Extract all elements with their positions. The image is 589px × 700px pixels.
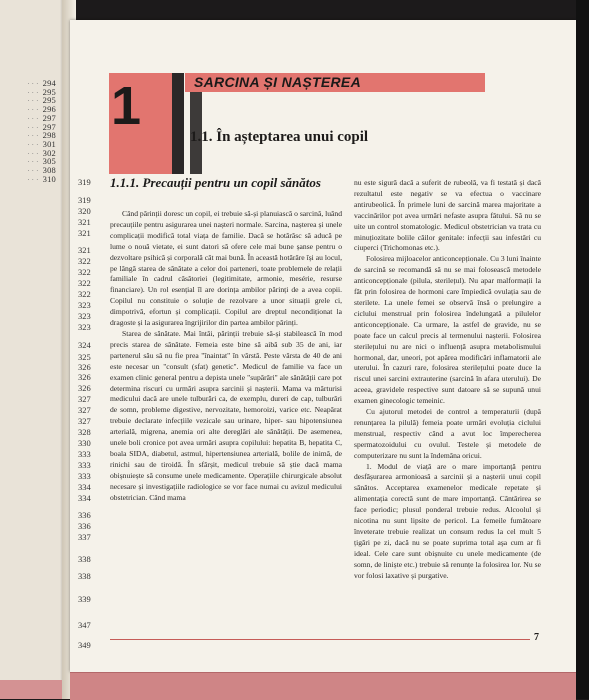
paragraph: Folosirea mijloacelor anticoncepționale. Cu 3 luni înainte de sarcină se recomandă să nu se mai folosească metodele anticoncepționale (pilula, sterilețul). Nu apar malformații la făt prin folosirea de hormoni care împiedică ovulația sau de sterilete. La unele femei se observă însă o prelungire a ciclului menstrual prin folosirea îndelungată a pilulelor anticoncepționale. Ca urmare, la astfel de gravide, nu se poate face un calcul precis al termenului nașterii. Folosirea sterilețului nu are nici o influență asupra metabolismului hormonal, dar, uneori, pot apărea modificări inflamatorii ale uterului. În cazuri rare, folosirea sterilețului poate duce la riscul unei sarcini extrauterine (sarcină în afara uterului). De aceea, gravidele respective sunt datoare să se supună unui examen ginecologic temeinic. [354,254,541,406]
margin-index-number: 322 [78,267,91,277]
facing-page-number: · · · 310 [27,174,56,184]
facing-page-number: · · · 297 [27,113,56,123]
facing-page-number: · · · 295 [27,95,56,105]
cover-edge-left [0,680,70,699]
right-text-column [354,178,541,582]
margin-index-number: 330 [78,438,91,448]
paragraph: Cu ajutorul metodei de control a temperaturii (după renunțarea la pilulă) femeia poate urmări evoluția ciclului menstrual, respectiv când a avut loc împerecherea spermatozoidului cu ovulul. Testele și metodele de computerizare nu sunt la îndemâna oricui. [354,407,541,460]
book-page [70,20,576,672]
margin-index-number: 327 [78,416,91,426]
margin-index-number: 321 [78,217,91,227]
margin-index-number: 333 [78,460,91,470]
margin-index-number: 323 [78,322,91,332]
footer-rule [110,639,530,640]
section-title: 1.1. În așteptarea unui copil [190,129,369,145]
margin-index-number: 321 [78,245,91,255]
facing-page-number: · · · 302 [27,148,56,158]
margin-index-number: 319 [78,177,91,187]
facing-page-number: · · · 301 [27,139,56,149]
margin-index-number: 334 [78,493,91,503]
margin-index-number: 322 [78,289,91,299]
chapter-title: SARCINA ȘI NAȘTEREA [194,74,361,90]
margin-index-number: 338 [78,571,91,581]
margin-index-number: 323 [78,311,91,321]
margin-index-number: 336 [78,510,91,520]
facing-page-number: · · · 297 [27,122,56,132]
margin-index-number: 324 [78,340,91,350]
margin-index-number: 325 [78,352,91,362]
paragraph: Când părinții doresc un copil, ei trebuie să-și planuiască o sarcină, luând precauțiile pentru asigurarea unei nașteri normale. Sarcina, nașterea și unele complicații modifică total viața de familie. Dacă se hotărăsc să aducă pe lume o nouă vietate, ei sunt datori să ofere cele mai bune șanse pentru o dezvoltare psihică și corporală cât mai bună. În această hotărâre își au locul, pe lângă starea de sănătate a celor doi parteneri, toate problemele de relații familiale în cadrul căsătoriei (legitimitate, armonie, mesérie, resurse financiare). Un rol esențial îl are dorința ambilor părinți de a avea copii. Copilul nu constituie o soluție de rezolvare a unor situații grele ci, dimpotrivă, efortun și complicații. Copilul are dreptul necondiționat la dragoste și la asigurarea îngrijirilor din partea ambilor părinți. [110,209,342,328]
margin-index-number: 326 [78,362,91,372]
paragraph: 1. Modul de viață are o mare importanță pentru desfășurarea armonioasă a sarcinii și a nașterii unui copil sănătos. Acceptarea examenelor medicale repetate și alimentația corectă sunt de mare importanță. Cântărirea se face periodic; plusul ponderal trebuie redus. Alcoolul și nicotina nu sunt lipsite de pericol. La femeile fumătoare înveterate trebuie realizat un consum redus la cel mult 5 țigări pe zi, dacă nu se poate suprima total aşa cum ar fi ideal. Cele care sunt obișnuite cu unele medicamente (de somn, de liniște etc.) trebuie să renunțe la folosirea lor. Nu se vor folosi laxative și purgative. [354,461,541,580]
margin-index-number: 337 [78,532,91,542]
margin-index-number: 320 [78,206,91,216]
margin-index-number: 333 [78,449,91,459]
facing-page-number: · · · 294 [27,78,56,88]
margin-index-number: 333 [78,471,91,481]
facing-page [0,0,66,699]
margin-index-number: 319 [78,195,91,205]
margin-index-number: 339 [78,594,91,604]
facing-page-number: · · · 308 [27,165,56,175]
margin-index-number: 321 [78,228,91,238]
background-right [576,0,589,699]
margin-index-number: 336 [78,521,91,531]
page-number: 7 [534,632,539,643]
margin-index-number: 328 [78,427,91,437]
facing-page-number: · · · 298 [27,130,56,140]
margin-index-number: 322 [78,278,91,288]
cover-edge-bottom [70,672,576,700]
facing-page-number: · · · 305 [27,156,56,166]
paragraph: nu este sigură dacă a suferit de rubeolă, va fi testată și dacă rezultatul este negativ se va efectua o vaccinare antirubeolică. În primele luni de sarcină marea majoritate a vaccinărilor pot avea urmări nefaste asupra fătului. Să nu se uite un control stomatologic. Medicul obstetrician va trata cu minuțiozitate bolile căilor genitale: infecții sau infestări cu ciuperci (Trichomonas etc.). [354,178,541,253]
margin-index-number: 322 [78,256,91,266]
margin-index-number: 347 [78,620,91,630]
margin-index-number: 327 [78,394,91,404]
margin-index-number: 349 [78,640,91,650]
margin-index-number: 323 [78,300,91,310]
chapter-bar [172,73,184,174]
margin-index-number: 326 [78,372,91,382]
chapter-number: 1 [111,76,142,136]
paragraph: Starea de sănătate. Mai întâi, părinții trebuie să-și stabilească în mod precis starea de sănătate. Femeia este bine să aibă sub 35 de ani, iar partenerul său să nu fie prea "înaintat" în vârstă. Peste vârsta de 40 de ani este necesar un "consult (sfat) genetic". Medicul de familie va face un examen clinic general pentru a depista unele "supărări" ale sănătății care pot determina riscuri cu urmări asupra sarcinii și nașterii. Mama va mărturisi medicului dacă are unele tulburări ca, de exemplu, dureri de cap, tulburări de somn, probleme digestive, nervozitate, hemoroizi, varice etc. Neapărat trebuie declarate infecțiile vezicale sau urinare, hiper- sau hipotensiunea arterială, migrena, anemia ori alte dereglări ale sănătății. De asemenea, unele boli cronice pot avea urmări asupra copilului: hepatita B, hepatita C, boala SIDA, diabetul, astmul, hipertensiunea arterială, bolile de inimă, de rinichi sau de tiroidă. În sfârșit, medicul trebuie să știe dacă mama obișnuiește să consume unele medicamente. Operațiile chirurgicale absolut necesare și investigațiile radiologice se vor face numai cu avizul medicului obstetrician. Când mama [110,328,342,502]
margin-index-number: 327 [78,405,91,415]
left-text-column [110,209,342,503]
margin-index-number: 334 [78,482,91,492]
margin-index-number: 326 [78,383,91,393]
margin-index-number: 338 [78,554,91,564]
facing-page-number: · · · 296 [27,104,56,114]
facing-page-number: · · · 295 [27,87,56,97]
subsection-title: 1.1.1. Precauții pentru un copil sănătos [110,175,321,190]
